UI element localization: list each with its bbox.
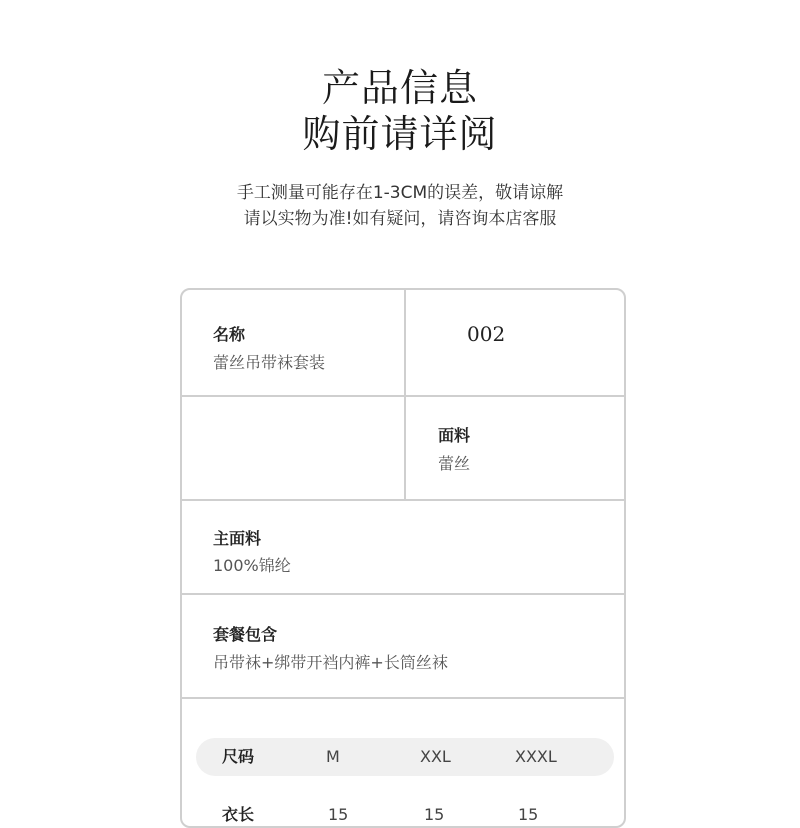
size-row-cell: 15: [518, 805, 539, 824]
name-label: 名称: [213, 325, 246, 344]
product-info-card: [180, 288, 626, 828]
main-fabric-label: 主面料: [213, 529, 262, 548]
row-divider: [182, 499, 624, 501]
size-header-label: 尺码: [222, 747, 255, 766]
product-code: 002: [467, 322, 506, 346]
size-row-cell: 15: [424, 805, 445, 824]
contact-notice: 请以实物为准!如有疑问，请咨询本店客服: [243, 209, 557, 229]
page-title: 产品信息: [321, 66, 478, 110]
fabric-value: 蕾丝: [438, 454, 471, 473]
row-divider: [182, 697, 624, 699]
fabric-label: 面料: [438, 426, 471, 445]
size-row-label: 衣长: [222, 805, 255, 824]
row-divider: [182, 395, 624, 397]
table-row: [196, 796, 614, 828]
package-label: 套餐包含: [213, 625, 278, 644]
size-table-header: [196, 738, 614, 776]
size-header-cell: M: [326, 747, 340, 766]
size-header-cell: XXL: [420, 747, 451, 766]
page-subtitle: 购前请详阅: [302, 112, 498, 156]
name-value: 蕾丝吊带袜套装: [213, 353, 326, 372]
size-header-cell: XXXL: [515, 747, 557, 766]
size-table: [196, 738, 614, 828]
row-divider: [182, 593, 624, 595]
measurement-notice: 手工测量可能存在1-3CM的误差，敬请谅解: [236, 183, 564, 203]
package-value: 吊带袜+绑带开裆内裤+长筒丝袜: [213, 653, 448, 672]
main-fabric-value: 100%锦纶: [213, 556, 291, 575]
size-row-cell: 15: [328, 805, 349, 824]
